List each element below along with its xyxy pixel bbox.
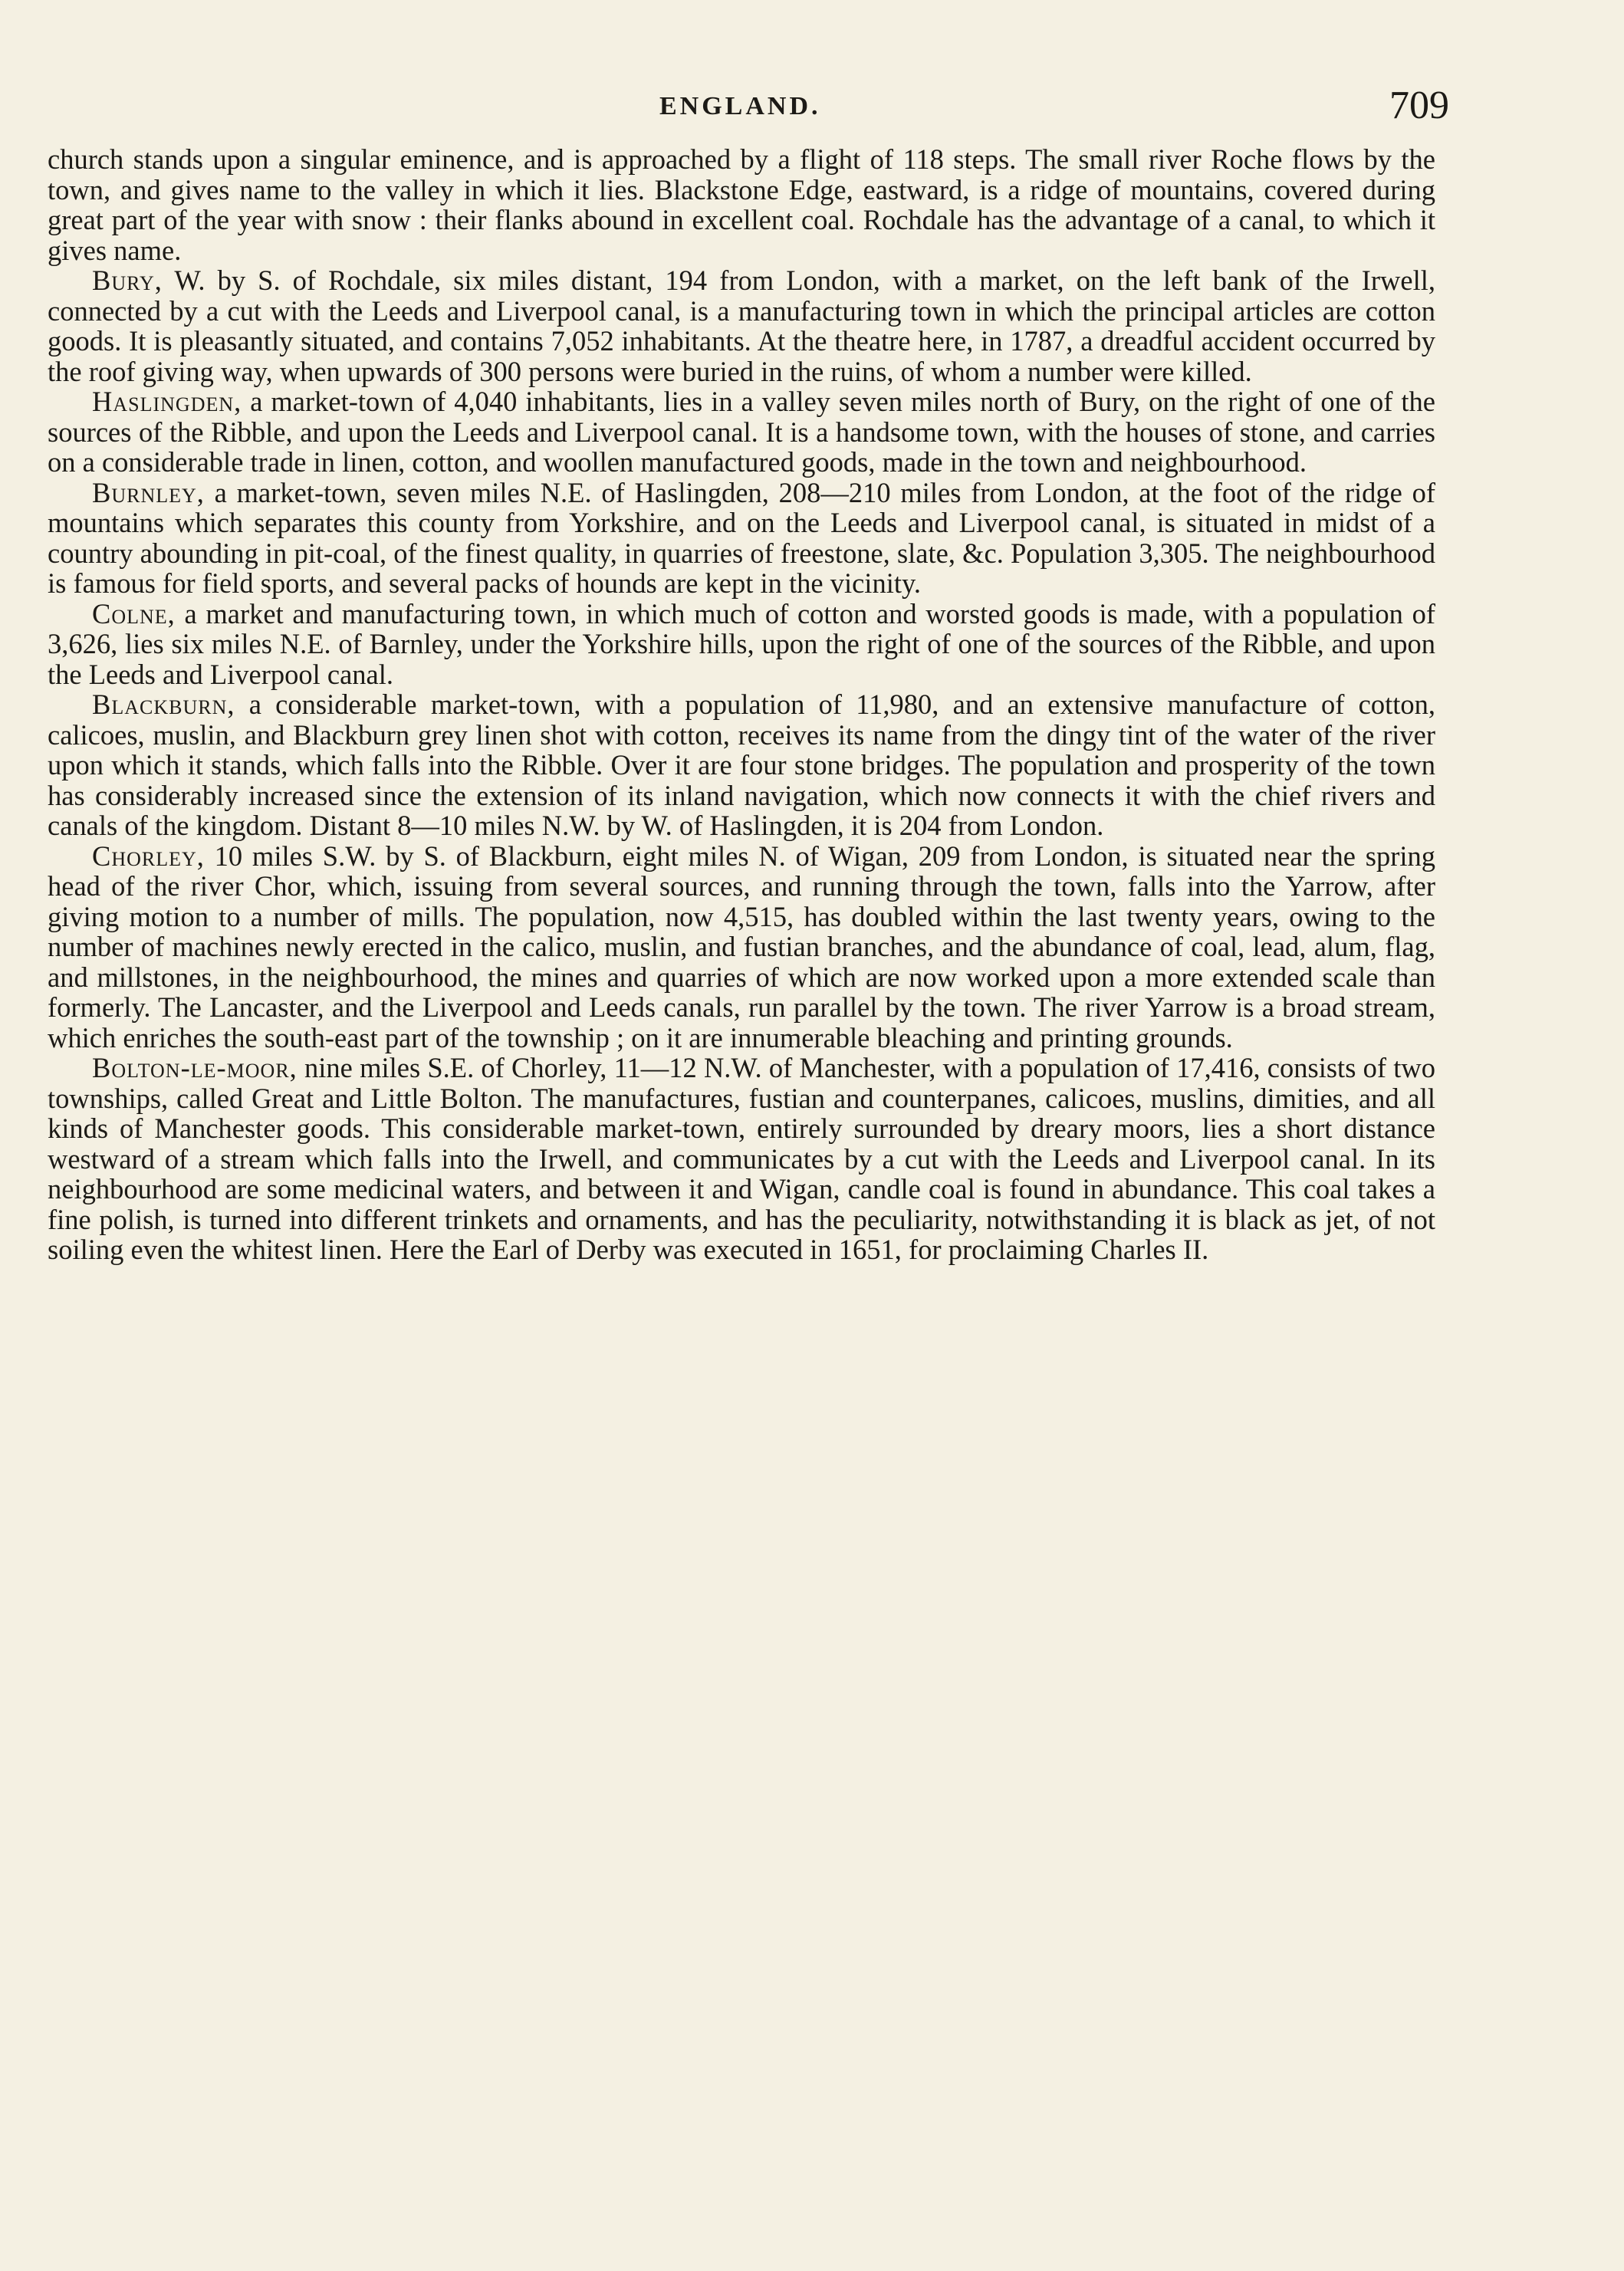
place-name-heading: Bolton-le-moor, bbox=[92, 1052, 298, 1083]
paragraph-burnley bbox=[48, 478, 1435, 599]
paragraph-text: a market and manufacturing town, in which much of cotton and worsted goods is made, with a population of 3,626, lies six miles N.E. of Barnley, under the Yorkshire hills, upon the right of one of the sources of the Ribble, and upon the Leeds and Liverpool canal. bbox=[48, 597, 1435, 690]
paragraph-colne bbox=[48, 599, 1435, 690]
place-name-heading: Haslingden, bbox=[92, 386, 242, 417]
paragraph-text: nine miles S.E. of Chorley, 11—12 N.W. of Manchester, with a population of 17,416, consists of two townships, called Great and Little Bolton. The manufactures, fustian and counterpanes, calicoes, muslins, dimities, and all kinds of Manchester goods. This considerable market-town, entirely surrounded by dreary moors, lies a short distance westward of a stream which falls into the Irwell, and communicates by a cut with the Leeds and Liverpool canal. In its neighbourhood are some medicinal waters, and between it and Wigan, candle coal is found in abundance. This coal takes a fine polish, is turned into different trinkets and ornaments, and has the peculiarity, notwithstanding it is black as jet, of not soiling even the whitest linen. Here the Earl of Derby was executed in 1651, for proclaiming Charles II. bbox=[48, 1052, 1435, 1265]
place-name-heading: Chorley, bbox=[92, 840, 205, 872]
paragraph-text: a market-town, seven miles N.E. of Haslingden, 208—210 miles from London, at the foot of the ridge of mountains which separates this county from Yorkshire, and on the Leeds and Liverpool canal, is situated in midst of a country abounding in pit-coal, of the finest quality, in quarries of freestone, slate, &c. Population 3,305. The neighbourhood is famous for field sports, and several packs of hounds are kept in the vicinity. bbox=[48, 476, 1435, 599]
paragraph-blackburn bbox=[48, 689, 1435, 841]
paragraph-text: a market-town of 4,040 inhabitants, lies in a valley seven miles north of Bury, on the right of one of the sources of the Ribble, and upon the Leeds and Liverpool canal. It is a handsome town, with the houses of stone, and carries on a considerable trade in linen, cotton, and woollen manufactured goods, made in the town and neighbourhood. bbox=[48, 386, 1435, 478]
paragraph-bolton-le-moor bbox=[48, 1053, 1435, 1265]
place-name-heading: Colne, bbox=[92, 597, 176, 629]
paragraph-bury bbox=[48, 265, 1435, 386]
place-name-heading: Blackburn, bbox=[92, 689, 235, 720]
paragraph-text: 10 miles S.W. by S. of Blackburn, eight miles N. of Wigan, 209 from London, is situated near the spring head of the river Chor, which, issuing from several sources, and running through the town, falls into the Yarrow, after giving motion to a number of mills. The population, now 4,515, has doubled within the last twenty years, owing to the number of machines newly erected in the calico, muslin, and fustian branches, and the abundance of coal, lead, alum, flag, and millstones, in the neighbourhood, the mines and quarries of which are now worked upon a more extended scale than formerly. The Lancaster, and the Liverpool and Leeds canals, run parallel by the town. The river Yarrow is a broad stream, which enriches the south-east part of the township ; on it are innumerable bleaching and printing grounds. bbox=[48, 840, 1435, 1053]
running-head: ENGLAND. bbox=[659, 92, 821, 120]
paragraph-chorley bbox=[48, 841, 1435, 1053]
page-number: 709 bbox=[1389, 84, 1449, 127]
paragraph-rochdale-continued bbox=[48, 144, 1435, 265]
paragraph-text: W. by S. of Rochdale, six miles distant, 194 from London, with a market, on the left bank of the Irwell, connected by a cut with the Leeds and Liverpool canal, is a manufacturing town in which the principal articles are cotton goods. It is pleasantly situated, and contains 7,052 inhabitants. At the theatre here, in 1787, a dreadful accident occurred by the roof giving way, when upwards of 300 persons were buried in the ruins, of whom a number were killed. bbox=[48, 265, 1435, 387]
place-name-heading: Burnley, bbox=[92, 476, 205, 508]
paragraph-haslingden bbox=[48, 386, 1435, 478]
paragraph-text: a considerable market-town, with a population of 11,980, and an extensive manufacture of cotton, calicoes, muslin, and Blackburn grey linen shot with cotton, receives its name from the dingy tint of the water of the river upon which it stands, which falls into the Ribble. Over it are four stone bridges. The population and prosperity of the town has considerably increased since the extension of its inland navigation, which now connects it with the chief rivers and canals of the kingdom. Distant 8—10 miles N.W. by W. of Haslingden, it is 204 from London. bbox=[48, 689, 1435, 841]
body-text bbox=[48, 144, 1435, 1265]
paragraph-text: church stands upon a singular eminence, and is approached by a flight of 118 steps. The small river Roche flows by the town, and gives name to the valley in which it lies. Blackstone Edge, eastward, is a ridge of mountains, covered during great part of the year with snow : their flanks abound in excellent coal. Rochdale has the advantage of a canal, to which it gives name. bbox=[48, 143, 1435, 266]
place-name-heading: Bury, bbox=[92, 265, 163, 296]
page-header bbox=[153, 83, 1449, 136]
